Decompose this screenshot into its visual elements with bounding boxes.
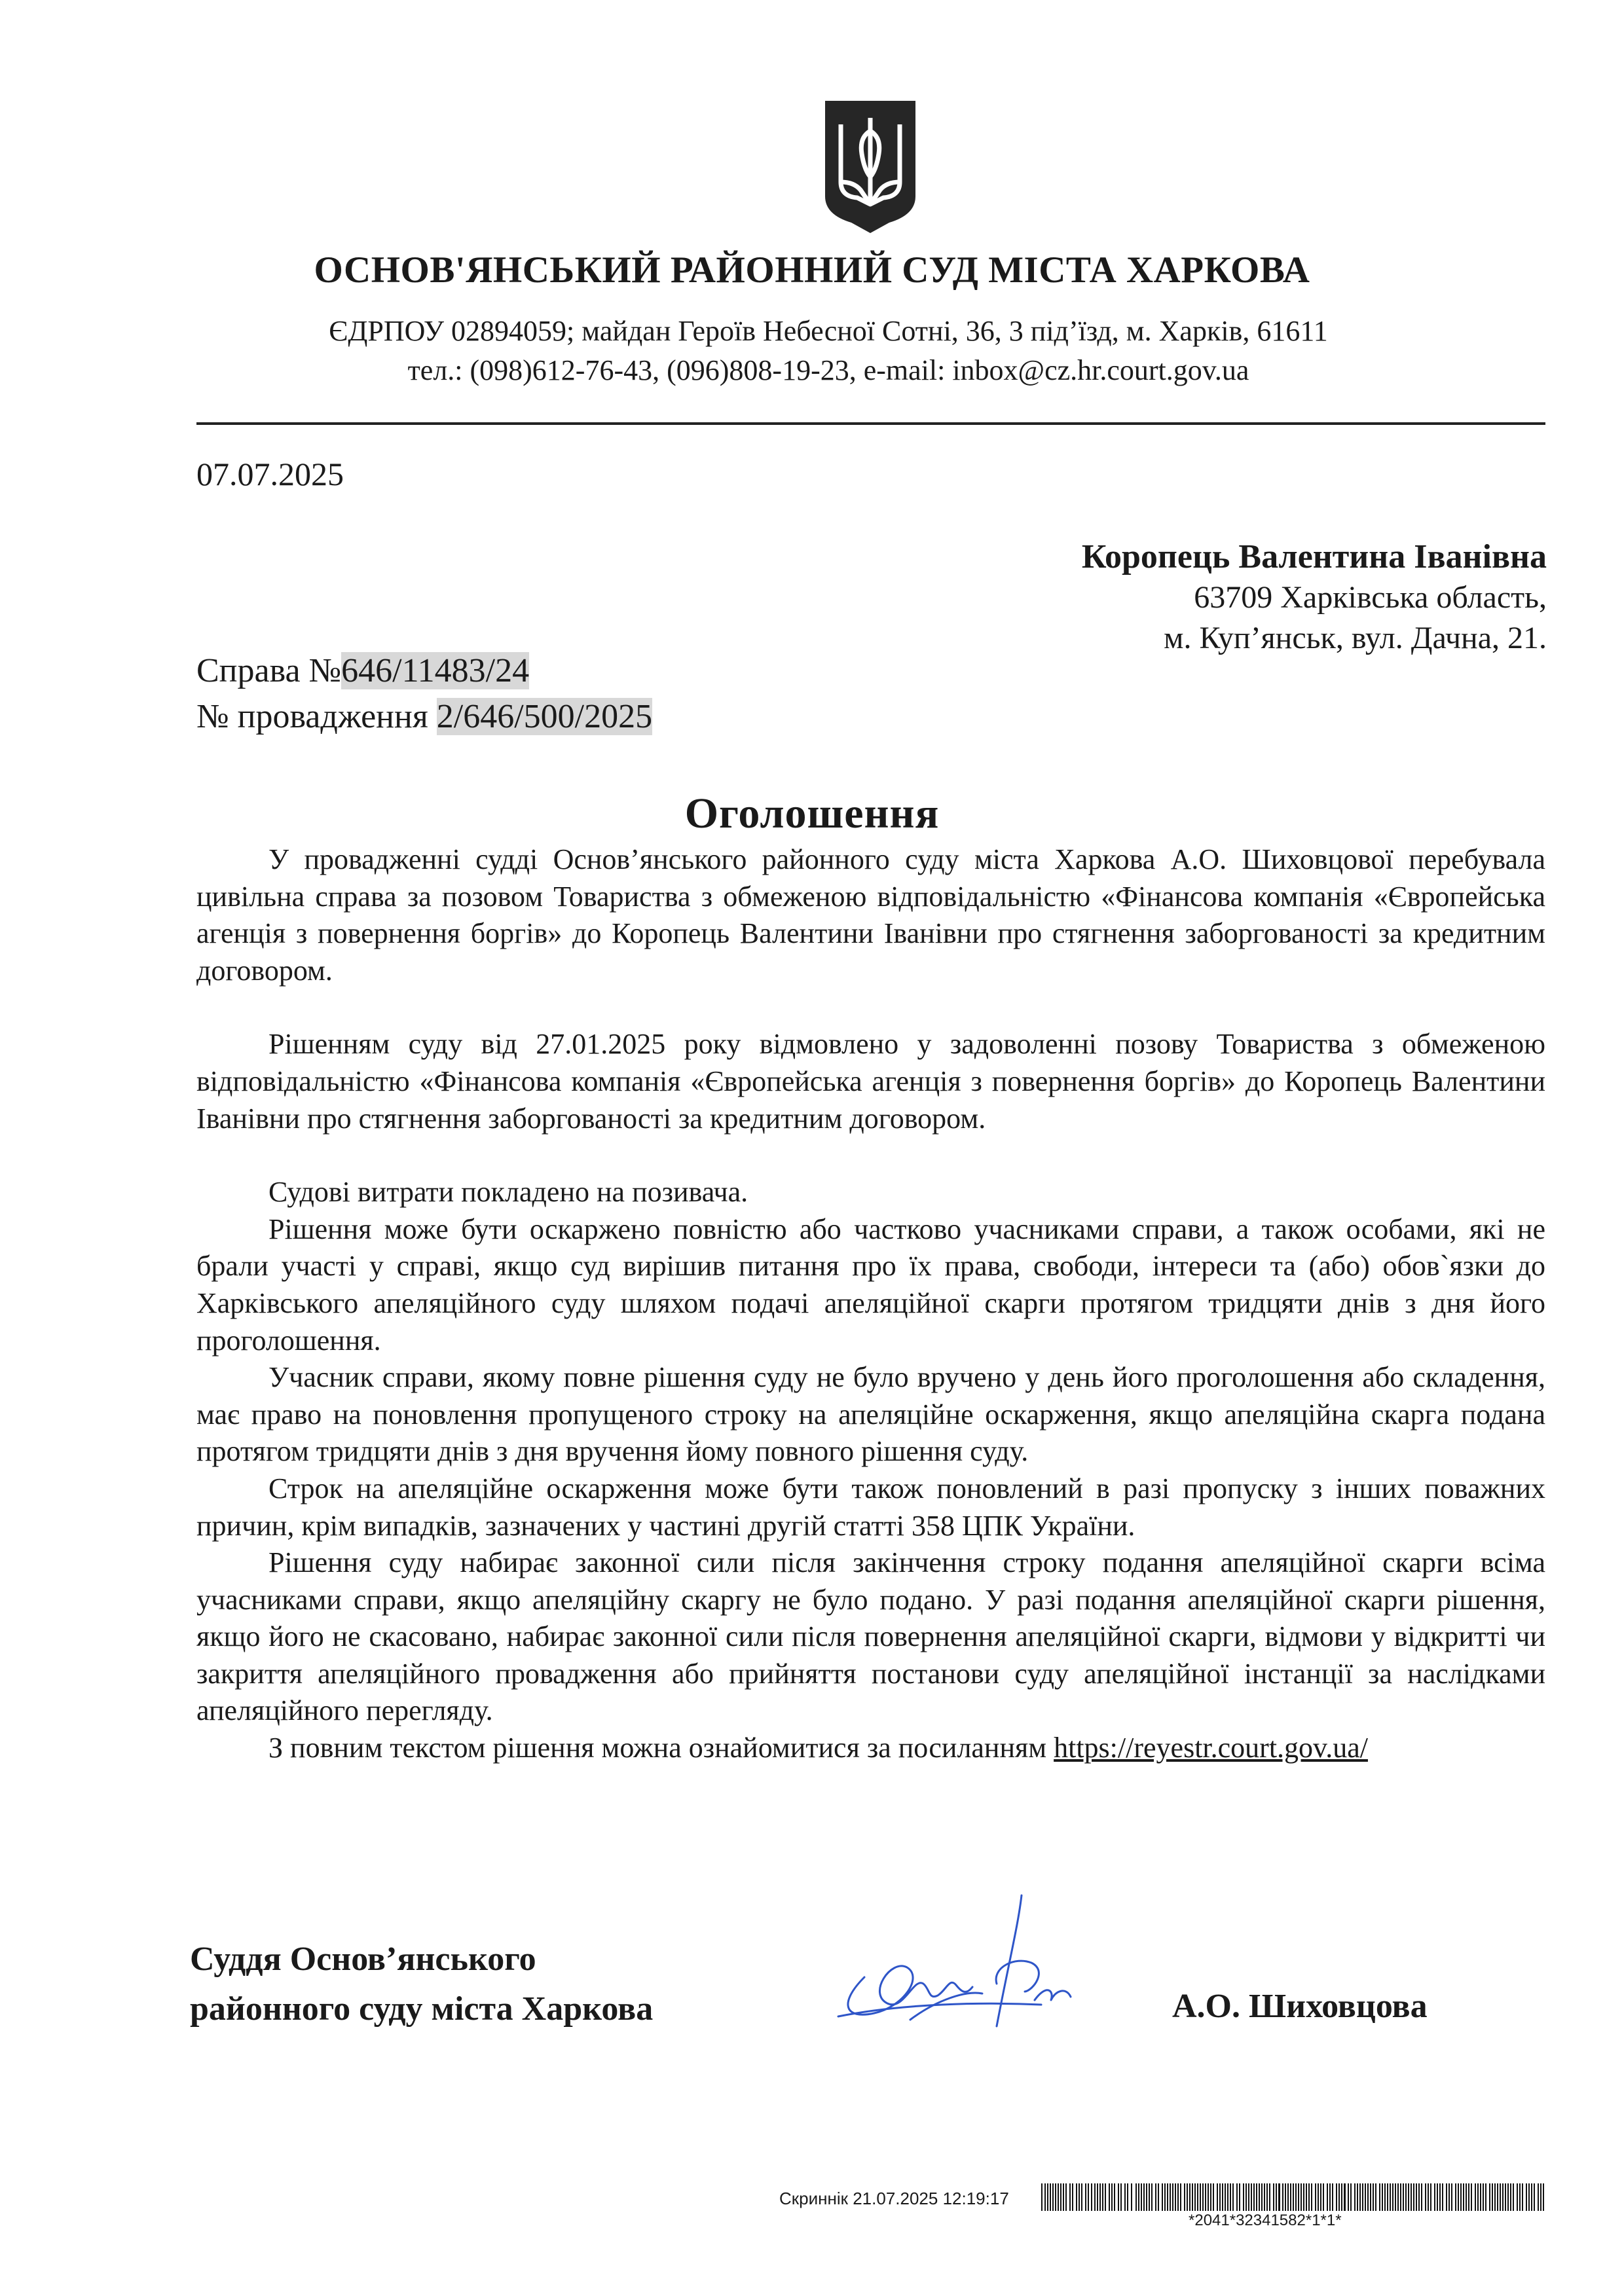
barcode-bar xyxy=(1109,2183,1110,2211)
proceeding-label: № провадження xyxy=(196,698,437,735)
barcode-bar xyxy=(1449,2183,1450,2211)
barcode-bar xyxy=(1076,2183,1077,2211)
barcode-bar xyxy=(1341,2183,1342,2211)
barcode-bar xyxy=(1111,2183,1113,2211)
barcode-bar xyxy=(1418,2183,1420,2211)
barcode-bar xyxy=(1428,2183,1429,2211)
barcode-bar xyxy=(1298,2183,1299,2211)
barcode-bar xyxy=(1170,2183,1171,2211)
recipient-address-line-1: 63709 Харківська область, xyxy=(1194,580,1547,615)
barcode-bar xyxy=(1458,2183,1459,2211)
barcode-bar xyxy=(1329,2183,1331,2211)
barcode-bar xyxy=(1047,2183,1048,2211)
barcode-bar xyxy=(1167,2183,1168,2211)
barcode-bar xyxy=(1540,2183,1541,2211)
recipient-address-line-2: м. Куп’янськ, вул. Дачна, 21. xyxy=(1164,621,1547,655)
registry-link[interactable]: https://reyestr.court.gov.ua/ xyxy=(1054,1732,1368,1764)
barcode-bar xyxy=(1259,2183,1260,2211)
barcode-bar xyxy=(1041,2183,1043,2211)
barcode-bar xyxy=(1500,2183,1501,2211)
barcode-bar xyxy=(1413,2183,1414,2211)
barcode-bar xyxy=(1397,2183,1399,2211)
barcode-bar xyxy=(1058,2183,1059,2211)
barcode-bar xyxy=(1069,2183,1071,2211)
barcode-bar xyxy=(1485,2183,1486,2211)
barcode-bar xyxy=(1246,2183,1247,2211)
barcode-bar xyxy=(1483,2183,1484,2211)
barcode-bar xyxy=(1060,2183,1061,2211)
trident-emblem-icon xyxy=(821,98,919,236)
barcode-bar xyxy=(1463,2183,1464,2211)
barcode-bar xyxy=(1295,2183,1297,2211)
link-paragraph xyxy=(196,1730,1545,1767)
barcode-bar xyxy=(1480,2183,1481,2211)
barcode-bar xyxy=(1408,2183,1409,2211)
judge-title-line-2: районного суду міста Харкова xyxy=(190,1990,654,2028)
barcode-bar xyxy=(1315,2183,1316,2211)
barcode-bar xyxy=(1273,2183,1274,2211)
barcode-bar xyxy=(1392,2183,1393,2211)
barcode-bar xyxy=(1114,2183,1115,2211)
case-info xyxy=(196,648,652,740)
barcode-bar xyxy=(1180,2183,1181,2211)
barcode-bar xyxy=(1138,2183,1139,2211)
paragraph: Рішення суду набирає законної сили після закінчення строку подання апеляційної скарги всіма учасниками справи, якщо апеляційну скаргу не було подано. У разі подання апеляційної скарги рішення, якщо його не скасовано, набирає законної сили після повернення апеляційної скарги, відмови у відкритті чи закриття апеляційного провадження або прийняття постанови суду апеляційної інстанції за наслідками апеляційного перегляду. xyxy=(196,1546,1545,1727)
barcode-bar xyxy=(1290,2183,1291,2211)
barcode-bar xyxy=(1387,2183,1388,2211)
barcode-bar xyxy=(1164,2183,1166,2211)
barcode-icon xyxy=(1041,2183,1545,2211)
barcode-bar xyxy=(1253,2183,1255,2211)
barcode-bar xyxy=(1460,2183,1462,2211)
barcode-bar xyxy=(1102,2183,1103,2211)
barcode-bar xyxy=(1475,2183,1476,2211)
barcode-bar xyxy=(1538,2183,1539,2211)
barcode-bar xyxy=(1344,2183,1346,2211)
barcode-bar xyxy=(1497,2183,1498,2211)
barcode-bar xyxy=(1471,2183,1472,2211)
barcode-bar xyxy=(1187,2183,1188,2211)
barcode-bar xyxy=(1430,2183,1431,2211)
barcode-bar xyxy=(1421,2183,1422,2211)
barcode-bar xyxy=(1507,2183,1509,2211)
barcode-bar xyxy=(1256,2183,1257,2211)
barcode-bar xyxy=(1367,2183,1369,2211)
barcode-bar xyxy=(1088,2183,1089,2211)
barcode-bar xyxy=(1219,2183,1221,2211)
barcode-bar xyxy=(1205,2183,1206,2211)
paragraph: У провадженні судді Основ’янського районного суду міста Харкова А.О. Шиховцової перебувала цивільна справа за позовом Товариства з обмеженою відповідальністю «Фінансова компанія «Європейська агенція з повернення боргів» до Коропець Валентини Іванівни про стягнення заборгованості за кредитним договором. xyxy=(196,843,1545,987)
barcode-bar xyxy=(1293,2183,1294,2211)
recipient-block xyxy=(1082,537,1547,659)
barcode-bar xyxy=(1264,2183,1265,2211)
barcode-bar xyxy=(1210,2183,1211,2211)
barcode-bar xyxy=(1081,2183,1082,2211)
barcode-bar xyxy=(1477,2183,1479,2211)
barcode-bar xyxy=(1085,2183,1086,2211)
barcode-bar xyxy=(1318,2183,1319,2211)
barcode-bar xyxy=(1510,2183,1511,2211)
barcode-bar xyxy=(1251,2183,1252,2211)
barcode-bar xyxy=(1044,2183,1046,2211)
judge-title xyxy=(190,1935,653,2034)
barcode-bar xyxy=(1446,2183,1447,2211)
barcode-bar xyxy=(1184,2183,1185,2211)
barcode-bar xyxy=(1227,2183,1228,2211)
barcode-bar xyxy=(1370,2183,1371,2211)
barcode-bar xyxy=(1308,2183,1310,2211)
barcode-bar xyxy=(1175,2183,1176,2211)
barcode-bar xyxy=(1395,2183,1396,2211)
barcode-bar xyxy=(1327,2183,1328,2211)
barcode-bar xyxy=(1243,2183,1244,2211)
barcode-bar xyxy=(1217,2183,1218,2211)
barcode-bar xyxy=(1531,2183,1532,2211)
barcode-bar xyxy=(1131,2183,1132,2211)
barcode-bar xyxy=(1405,2183,1407,2211)
barcode-bar xyxy=(1411,2183,1412,2211)
barcode-bar xyxy=(1354,2183,1356,2211)
barcode-bar xyxy=(1390,2183,1391,2211)
barcode-bar xyxy=(1127,2183,1128,2211)
paragraph: Учасник справи, якому повне рішення суду не було вручено у день його проголошення або складення, має право на поновлення пропущеного строку на апеляційне оскарження, якщо апеляційна скарга подана протягом тридцяти днів з дня вручення йому повного рішення суду. xyxy=(196,1361,1545,1468)
barcode-bar xyxy=(1442,2183,1443,2211)
proceeding-number-line xyxy=(196,694,652,740)
barcode-bar xyxy=(1266,2183,1268,2211)
barcode-bar xyxy=(1382,2183,1383,2211)
barcode-bar xyxy=(1118,2183,1119,2211)
barcode-bar xyxy=(1194,2183,1196,2211)
barcode-bar xyxy=(1052,2183,1054,2211)
paragraph: Судові витрати покладено на позивача. xyxy=(268,1176,748,1209)
barcode-bar xyxy=(1425,2183,1426,2211)
barcode-bar xyxy=(1213,2183,1214,2211)
barcode-bar xyxy=(1162,2183,1163,2211)
scan-stamp: Скриннік 21.07.2025 12:19:17 xyxy=(779,2189,1009,2208)
barcode-bar xyxy=(1055,2183,1056,2211)
barcode-bar xyxy=(1338,2183,1340,2211)
barcode-bar xyxy=(1489,2183,1490,2211)
barcode-bar xyxy=(1072,2183,1073,2211)
barcode-bar xyxy=(1400,2183,1401,2211)
barcode-bar xyxy=(1230,2183,1231,2211)
barcode-bar xyxy=(1276,2183,1277,2211)
barcode-bar xyxy=(1365,2183,1366,2211)
barcode-bar xyxy=(1149,2183,1150,2211)
barcode-bar xyxy=(1513,2183,1514,2211)
barcode-bar xyxy=(1534,2183,1535,2211)
barcode-bar xyxy=(1143,2183,1145,2211)
paragraph: Рішенням суду від 27.01.2025 року відмовлено у задоволенні позову Товариства з обмеженою відповідальністю «Фінансова компанія «Європейська агенція з повернення боргів» до Коропець Валентини Іванівни про стягнення заборгованості за кредитним договором. xyxy=(196,1028,1545,1135)
barcode-bar xyxy=(1466,2183,1467,2211)
barcode-bar xyxy=(1492,2183,1493,2211)
recipient-name: Коропець Валентина Іванівна xyxy=(1081,538,1547,575)
barcode-bar xyxy=(1543,2183,1544,2211)
barcode-bar xyxy=(1094,2183,1096,2211)
barcode-bar xyxy=(1248,2183,1249,2211)
barcode-bar xyxy=(1141,2183,1142,2211)
header-divider xyxy=(196,422,1545,425)
barcode-bar xyxy=(1519,2183,1521,2211)
barcode-bar xyxy=(1373,2183,1374,2211)
barcode-bar xyxy=(1362,2183,1363,2211)
barcode-bar xyxy=(1105,2183,1106,2211)
barcode-bar xyxy=(1359,2183,1361,2211)
barcode-bar xyxy=(1301,2183,1302,2211)
barcode-bar xyxy=(1379,2183,1380,2211)
barcode-bar xyxy=(1197,2183,1198,2211)
barcode-bar xyxy=(1311,2183,1312,2211)
barcode-bar xyxy=(1124,2183,1126,2211)
barcode-bar xyxy=(1528,2183,1530,2211)
court-name: ОСНОВ'ЯНСЬКИЙ РАЙОННИЙ СУД МІСТА ХАРКОВА xyxy=(314,249,1310,291)
barcode-bar xyxy=(1437,2183,1438,2211)
case-number-line xyxy=(196,648,652,694)
barcode-bar xyxy=(1285,2183,1286,2211)
barcode-bar xyxy=(1434,2183,1435,2211)
barcode-bar xyxy=(1151,2183,1153,2211)
barcode-bar xyxy=(1350,2183,1352,2211)
barcode-bar xyxy=(1287,2183,1289,2211)
barcode-text: *2041*32341582*1*1* xyxy=(1189,2212,1342,2229)
barcode-bar xyxy=(1451,2183,1452,2211)
barcode-bar xyxy=(1336,2183,1337,2211)
barcode-bar xyxy=(1135,2183,1137,2211)
barcode-bar xyxy=(1146,2183,1147,2211)
barcode-bar xyxy=(1172,2183,1173,2211)
barcode-bar xyxy=(1208,2183,1209,2211)
case-number: 646/11483/24 xyxy=(341,652,530,689)
barcode-bar xyxy=(1155,2183,1156,2211)
barcode-bar xyxy=(1236,2183,1238,2211)
court-address: ЄДРПОУ 02894059; майдан Героїв Небесної Сотні, 36, 3 під’їзд, м. Харків, 61611 xyxy=(329,315,1328,347)
barcode-bar xyxy=(1357,2183,1358,2211)
barcode-bar xyxy=(1091,2183,1092,2211)
barcode-bar xyxy=(1375,2183,1376,2211)
paragraph: Рішення може бути оскаржено повністю або частково учасниками справи, а також особами, які не брали участі у справі, якщо суд вирішив питання про їх права, свободи, інтереси та (або) обов`язки до Харківського апеляційного суду шляхом подачі апеляційної скарги протягом тридцяти днів з дня його проголошення. xyxy=(196,1212,1545,1357)
barcode-bar xyxy=(1517,2183,1518,2211)
barcode-bar xyxy=(1079,2183,1080,2211)
barcode-bar xyxy=(1232,2183,1234,2211)
barcode-bar xyxy=(1222,2183,1223,2211)
paragraph: Строк на апеляційне оскарження може бути також поновлений в разі пропуску з інших поважних причин, крім випадків, зазначених у частині другій статті 358 ЦПК України. xyxy=(196,1472,1545,1542)
barcode-bar xyxy=(1239,2183,1240,2211)
barcode-bar xyxy=(1099,2183,1101,2211)
barcode-bar xyxy=(1050,2183,1051,2211)
barcode-bar xyxy=(1505,2183,1506,2211)
barcode-bar xyxy=(1384,2183,1386,2211)
barcode-bar xyxy=(1468,2183,1469,2211)
proceeding-number: 2/646/500/2025 xyxy=(436,698,653,735)
barcode-bar xyxy=(1282,2183,1283,2211)
barcode-bar xyxy=(1348,2183,1349,2211)
case-label: Справа № xyxy=(196,652,342,689)
link-lead-text: З повним текстом рішення можна ознайомитися за посиланням xyxy=(268,1732,1054,1764)
barcode-bar xyxy=(1065,2183,1067,2211)
barcode-bar xyxy=(1120,2183,1122,2211)
court-contacts: тел.: (098)612-76-43, (096)808-19-23, e-mail: inbox@cz.hr.court.gov.ua xyxy=(407,354,1249,386)
barcode-bar xyxy=(1306,2183,1307,2211)
judge-name: А.О. Шиховцова xyxy=(1172,1988,1428,2025)
barcode-bar xyxy=(1455,2183,1456,2211)
barcode-bar xyxy=(1158,2183,1159,2211)
barcode-bar xyxy=(1439,2183,1441,2211)
barcode-bar xyxy=(1303,2183,1304,2211)
barcode-bar xyxy=(1202,2183,1204,2211)
notice-title: Оголошення xyxy=(684,790,940,837)
barcode-bar xyxy=(1177,2183,1179,2211)
barcode-bar xyxy=(1189,2183,1190,2211)
barcode-bar xyxy=(1522,2183,1523,2211)
barcode-bar xyxy=(1332,2183,1333,2211)
barcode-bar xyxy=(1278,2183,1280,2211)
barcode-bar xyxy=(1097,2183,1098,2211)
barcode-bar xyxy=(1526,2183,1527,2211)
judge-title-line-1: Суддя Основ’янського xyxy=(190,1941,536,1978)
barcode-bar xyxy=(1063,2183,1064,2211)
barcode-bar xyxy=(1261,2183,1263,2211)
barcode-bar xyxy=(1494,2183,1496,2211)
barcode-bar xyxy=(1225,2183,1226,2211)
barcode-bar xyxy=(1200,2183,1201,2211)
barcode-bar xyxy=(1269,2183,1270,2211)
barcode-bar xyxy=(1320,2183,1321,2211)
barcode-bar xyxy=(1403,2183,1404,2211)
document-date: 07.07.2025 xyxy=(196,456,344,492)
barcode-bar xyxy=(1416,2183,1417,2211)
barcode-bar xyxy=(1323,2183,1324,2211)
notice-body xyxy=(196,841,1545,1767)
barcode-bar xyxy=(1192,2183,1193,2211)
handwritten-signature-icon xyxy=(825,1879,1126,2049)
barcode-bar xyxy=(1502,2183,1504,2211)
